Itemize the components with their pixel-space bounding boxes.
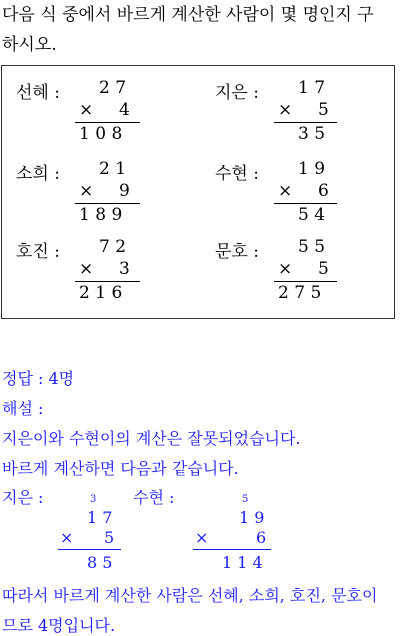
question-line-1: 다음 식 중에서 바르게 계산한 사람이 몇 명인지 구 xyxy=(2,5,374,25)
problem-result: 2 7 5 xyxy=(278,283,322,303)
problem-name: 호진 : xyxy=(16,242,60,262)
calc-result: 8 5 xyxy=(87,553,113,572)
calc-rule xyxy=(193,549,271,550)
problem-top: 1 7 xyxy=(298,78,326,98)
problem-top: 5 5 xyxy=(298,237,326,257)
problem-multiplier: 5 xyxy=(318,100,329,120)
calc-top: 1 7 xyxy=(87,508,113,527)
multiply-sign: × xyxy=(79,181,94,201)
problem-box xyxy=(1,65,395,319)
problem-name: 선혜 : xyxy=(16,83,60,103)
problem-top: 1 9 xyxy=(298,159,326,179)
problem-name: 수현 : xyxy=(215,164,259,184)
explanation-line-2: 바르게 계산하면 다음과 같습니다. xyxy=(2,459,239,478)
multiply-sign: × xyxy=(278,100,293,120)
explanation-line-1: 지은이와 수현이의 계산은 잘못되었습니다. xyxy=(2,429,301,448)
problem-rule xyxy=(274,122,337,123)
problem-name: 문호 : xyxy=(215,242,259,262)
problem-result: 1 0 8 xyxy=(79,124,123,144)
calc-rule xyxy=(58,549,121,550)
calc-name: 지은 : xyxy=(2,488,44,507)
multiply-sign: × xyxy=(79,259,94,279)
multiply-sign: × xyxy=(79,100,94,120)
explanation-heading: 해설 : xyxy=(2,399,44,418)
problem-top: 2 1 xyxy=(99,159,127,179)
calc-multiplier: 5 xyxy=(104,528,115,547)
problem-rule xyxy=(75,122,140,123)
conclusion-line-1: 따라서 바르게 계산한 사람은 선혜, 소희, 호진, 문호이 xyxy=(2,586,378,605)
carry-digit: 3 xyxy=(90,494,97,505)
problem-multiplier: 9 xyxy=(119,181,130,201)
problem-multiplier: 5 xyxy=(318,259,329,279)
problem-top: 2 7 xyxy=(99,78,127,98)
problem-rule xyxy=(274,281,337,282)
multiply-sign: × xyxy=(195,528,209,547)
problem-result: 2 1 6 xyxy=(79,283,123,303)
multiply-sign: × xyxy=(278,259,293,279)
problem-multiplier: 6 xyxy=(318,181,329,201)
problem-result: 1 8 9 xyxy=(79,205,123,225)
problem-multiplier: 3 xyxy=(119,259,130,279)
problem-top: 7 2 xyxy=(99,237,127,257)
calc-top: 1 9 xyxy=(239,508,265,527)
answer-line: 정답 : 4명 xyxy=(2,369,75,388)
problem-result: 3 5 xyxy=(298,124,326,144)
problem-result: 5 4 xyxy=(298,205,326,225)
problem-rule xyxy=(274,203,337,204)
question-line-2: 하시오. xyxy=(2,35,57,55)
problem-rule xyxy=(75,203,140,204)
problem-multiplier: 4 xyxy=(119,100,130,120)
calc-name: 수현 : xyxy=(133,488,175,507)
conclusion-line-2: 므로 4명입니다. xyxy=(2,616,116,635)
problem-name: 지은 : xyxy=(215,83,259,103)
problem-name: 소희 : xyxy=(16,164,60,184)
calc-multiplier: 6 xyxy=(256,528,267,547)
problem-rule xyxy=(75,281,140,282)
calc-result: 1 1 4 xyxy=(222,553,263,572)
carry-digit: 5 xyxy=(242,494,249,505)
multiply-sign: × xyxy=(278,181,293,201)
multiply-sign: × xyxy=(60,528,74,547)
